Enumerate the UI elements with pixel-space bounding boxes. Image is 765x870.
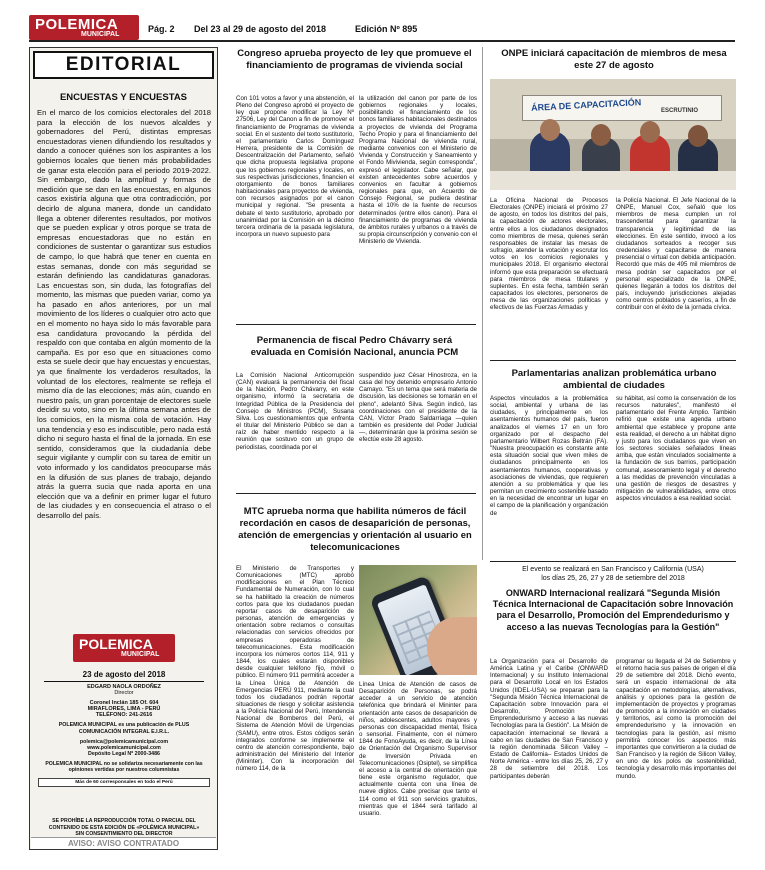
- hand: [427, 617, 477, 675]
- page-number: Pág. 2: [148, 24, 175, 34]
- table-front: [490, 171, 736, 190]
- header-logo: [29, 15, 139, 40]
- issue-dates: Del 23 al 29 de agosto del 2018: [194, 24, 327, 34]
- ad-notice: AVISO: AVISO CONTRATADO: [31, 837, 216, 849]
- masthead-logo-sub: MUNICIPAL: [121, 651, 160, 658]
- edition-number: Edición Nº 895: [355, 24, 418, 34]
- photo-sign-text-2: ESCRUTINIO: [661, 108, 699, 114]
- fiscal-headline: Permanencia de fiscal Pedro Chávarry será evaluada en Comisión Nacional, anuncia PCM: [250, 335, 459, 358]
- parlamentarias-col-2: su hábitat, así como la conservación de los recursos naturales", manifestó el parlamentario del Frente Amplio. También refirió que existe una agenda urbano ambiental que establece y propone ante esta realidad, el derecho a un hábitat digno y justo para los ciudadanos que viven en los sectores sociales señalados líneas arriba, que están vinculados socialmente a la fundación de sus barrios, participación comunal, asesoramiento legal y el derecho a las medidas de prevención vinculadas a una gestión de riesgos de desastres y mitigación de vulnerabilidades, entre otros aspectos vinculados a esa realidad social.: [616, 395, 736, 503]
- onpe-col-1: La Oficina Nacional de Procesos Electorales (ONPE) iniciará el próximo 27 de agosto, en todos los distritos del país, la capacitación de actores electorales, entre ellos a los ciudadanos designados como miembros de mesa, quienes serán responsables de instalar las mesas de sufragio, atender la votación y escrutar los votos en los comicios regionales y municipales 2018. El organismo electoral informó que esta preparación se efectuará para miembros de mesa titulares y suplentes. En esta fecha, también serán capacitados los electores, personeros de mesa de las organizaciones políticas y efectivos de las Fuerzas Armadas y: [490, 197, 608, 312]
- address-line-1: Coronel Inclán 185 Of. 604: [89, 700, 159, 706]
- editorial-banner-text: EDITORIAL: [65, 54, 182, 75]
- director-name: EDGARD NAOLA ORDOÑEZ: [87, 684, 161, 690]
- parlamentarias-headline: Parlamentarias analizan problemática urbano ambiental de ciudades: [511, 368, 717, 391]
- fiscal-col-1: La Comisión Nacional Anticorrupción (CAN) evaluará la permanencia del fiscal de la Nación, Pedro Chávarry, en este organismo, informó la secretaria de Integridad Pública de la Presidencia del Consejo de Ministros (PCM), Susana Silva. Los cuestionamientos que enfrenta el titular del Ministerio Público se dan a raíz de haber mentido respecto a la reunión que sostuvo con un grupo de periodistas, coordinada por el: [236, 372, 354, 451]
- parlamentarias-col-1: Aspectos vinculados a la problemática social, ambiental y urbana de las ciudades, y principalmente en los asentamientos humanos del país, fueron analizados el viernes 17 en un foro organizado por el despacho del parlamentario Wilbert Rozas Beltrán (FA). "Nuestra preocupación es constante ante esta situación social que viven miles de ciudadanos principalmente en los asentamientos humanos, cooperativas y asociaciones de viviendas, que requieren atención a su problemática y que les permitan un crecimiento sostenible basado en la necesidad de encontrar un lugar en el campo de la planificación y organización de: [490, 395, 608, 517]
- editorial-title: ENCUESTAS Y ENCUESTAS: [59, 92, 188, 103]
- person-4-head: [688, 125, 708, 147]
- onward-kicker-1: El evento se realizará en San Francisco y California (USA): [522, 566, 704, 573]
- header-rule: [29, 40, 735, 42]
- editorial-banner: [33, 51, 214, 79]
- masthead-rule: [44, 681, 204, 682]
- column-separator: [482, 47, 483, 560]
- editorial-body: En el marco de los comicios electorales del 2018 para la elección de los nuevos alcaldes y gobernadores del Perú, distintas empresas encuestadoras vienen difundiendo los resultados y dando a conocer quiénes son los aspirantes a los gobiernos locales que tienen más probabilidades de ganar esta elección para el periodo 2019-2022. Sin embargo, dado la amplitud y formas de medición que se dan en las encuestas, en algunos casos existiría alguna que otra contradicción, por decirlo de alguna manera, donde un candidato llega a obtener diferentes resultados, por motivos que se pueden explicar y otros porque se trata de empresas encuestadoras que no están en condiciones de sustentar o garantizar sus estudios de campo, lo que habrá que tener en cuenta en estas semanas, donde con más seguridad se estarán definiendo las candidaturas ganadoras. Las encuestas son, sin duda, las fotografías del momento, las mismas que pueden variar, como ya ha pasado en años anteriores, por un mal movimiento de los líderes o cualquier otro acto que en el momento no haya sido lo más favorable para esa candidatura provocando la pérdida del respaldo con que contaba en algún momento de la campaña. Es por eso que en situaciones como esta se suele decir que hay encuestas y encuestas, ya que finalmente los verdaderos resultados, la voluntad de los electores, realmente se refleja el mismo día de las elecciones; más aún, cuando en nuestro país, un gran porcentaje de electores suele decidir su voto, sino en la última semana antes de los comicios, en la misma cola de votación. Hay una tendencia y eso es indiscutible, pero nada está dicho ni seguro hasta el final de la jornada. En ese sentido, consideramos que la ciudadanía debe seguir vigilante y cumplir con su tarea de emitir un voto informado y los candidatos preocuparse más en la difusión de sus planes de trabajo, dejando atrás la guerra sucia que nada aporta en una elección que va a definir en primer lugar el futuro de las ciudades y en consecuencia el atraso o el desarrollo del país.: [37, 108, 211, 520]
- masthead-date: 23 de agosto del 2018: [82, 670, 166, 679]
- mtc-headline: MTC aprueba norma que habilita números de fácil recordación en casos de desaparición de personas, atención de emergencias y orientación al usuario en telecomunicaciones: [238, 505, 472, 552]
- divider-fiscal: [236, 493, 476, 494]
- photo-sign-text: ÁREA DE CAPACITACIÓN: [530, 97, 642, 113]
- onpe-col-2: la Policía Nacional. El Jefe Nacional de la ONPE, Manuel Cox, señaló que los miembros de mesa cumplen un rol trascendental para garantizar la transparencia y legitimidad de las elecciones. En este sentido, invocó a los ciudadanos sorteados a recoger sus credenciales y capacitarse de manera presencial o virtual con debida anticipación. Recordó que más de 495 mil miembros de mesa podrán ser capacitados por el personal especializado de la ONPE, quienes llegarán a todos los distritos del país, incluyendo jurisdicciones alejadas como centros poblados y caseríos, a fin de contribuir con el éxito de la jornada cívica.: [616, 197, 736, 312]
- phone: TELÉFONO: 241-2616: [95, 712, 153, 718]
- onward-col-1: La Organización para el Desarrollo de América Latina y el Caribe (ONWARD Internacional) y su Instituto Internacional para el Desarrollo Local en los Estados Unidos (IIDEL-USA) se preparan para la "Segunda Misión Técnica Internacional de Capacitación sobre Innovación para el Desarrollo, Promoción del Emprendedurismo y acceso a las nuevas Tecnologías para la Gestión". La Misión de capacitación internacional se llevará a cabo en las ciudades de San Francisco y la región denominada Silicon Valley – Estado de California– Estados Unidos de Norte América - entre los días 25, 26, 27 y 28 de setiembre del 2018. Los participantes deberán: [490, 658, 608, 780]
- person-2-head: [591, 124, 611, 146]
- congreso-headline: Congreso aprueba proyecto de ley que promueve el financiamiento de programas de vivienda social: [237, 48, 472, 71]
- phone-photo: [359, 565, 477, 675]
- address-line-2: MIRAFLORES, LIMA - PERÚ: [87, 706, 161, 712]
- publisher: POLEMICA MUNICIPAL es una publicación de PLUS COMUNICACIÓN INTEGRAL E.I.R.L.: [58, 722, 190, 735]
- divider-congreso: [236, 324, 476, 325]
- masthead-logo: [73, 634, 175, 662]
- web-link[interactable]: www.polemicamunicipal.com: [87, 745, 161, 751]
- reproduction-notice: SE PROHÍBE LA REPRODUCCIÓN TOTAL O PARCIAL DEL CONTENIDO DE ESTA EDICIÓN DE «POLÉMICA MUNICIPAL» SIN CONSENTIMIENTO DEL DIRECTOR: [48, 818, 200, 838]
- mtc-col-2: Línea Única de Atención de casos de Desaparición de Personas, se podrá acceder a un servicio de atención telefónica que brindará el Mininter para orientación ante casos de desaparición de niños, adolescentes, adultos mayores y personas con discapacidad mental, física o sensorial. Finalmente, con el número 1844 de FonoAyuda, es decir, de la Línea de Orientación del Organismo Supervisor de Inversión Privada en Telecomunicaciones (Osiptel), se simplifica el acceso a la central de orientación que tiene este organismo regulador, que actualmente cuenta con una línea de nueve dígitos. Cabe precisar que tanto el 114 como el 911 son servicios gratuitos, mientras que el 1844 será tarifado al usuario.: [359, 681, 477, 817]
- mtc-col-1: El Ministerio de Transportes y Comunicaciones (MTC) aprobó modificaciones en el Plan Técnico Fundamental de Numeración, con lo cual se ha habilitado la creación de números cortos para que los ciudadanos puedan reportar casos de desaparición de personas, atención de emergencias y orientación sobre reclamos o consultas relacionadas con servicios ofrecidos por empresas operadoras de telecomunicaciones. Esta modificación incorpora los números cortos 114, 911 y 1844, los cuales estarán disponibles desde cualquier teléfono fijo, móvil o público. El número 911 permitirá acceder a la Línea Única de Atención de Emergencias PERÚ 911, mediante la cual todos los ciudadanos podrán reportar situaciones de riesgo y solicitar asistencia a la Policía Nacional del Perú, Intendencia Nacional de Bomberos del Perú, el Sistema de Atención Móvil de Urgencias (SAMU), entre otros. Estos códigos serán integrados conforme se implemente el centro de atención correspondiente, bajo administración del Ministerio del Interior (Mininter). Con la incorporación del número 114, de la: [236, 565, 354, 773]
- divider-parlamentarias: [490, 561, 736, 562]
- onpe-photo: [490, 79, 736, 190]
- masthead-logo-text: POLEMICA: [79, 636, 153, 652]
- email[interactable]: polemica@polemicamunicipal.com: [79, 739, 169, 745]
- onward-kicker-2: los días 25, 26, 27 y 28 de setiembre del 2018: [541, 575, 685, 582]
- header-logo-text: POLEMICA: [35, 16, 119, 33]
- person-1-head: [540, 119, 560, 141]
- editorial-column: [29, 47, 218, 850]
- onward-col-2: programar su llegada el 24 de Setiembre y el retorno hacia sus países de origen el día 29 de setiembre del 2018. Dicho evento, será un espacio internacional de alta capacitación en metodologías, alternativas, análisis y opciones para la gestión de implementación de proyectos y programas de promoción a la innovación en ciudades y territorios, así como la promoción del emprendedurismo y la innovación en tecnologías para la gestión, así mismo permitirá conocer los aspectos más importantes que convirtieron a la ciudad de San Francisco y la región de Silicon Valley, en uno de los polos de sostenibilidad, tecnología y desarrollo más importantes del mundo.: [616, 658, 736, 780]
- onpe-headline: ONPE iniciará capacitación de miembros de mesa este 27 de agosto: [501, 48, 727, 71]
- header-logo-sub: MUNICIPAL: [81, 31, 120, 38]
- person-3-head: [640, 121, 660, 143]
- divider-onpe: [490, 360, 736, 361]
- masthead-disclaimer: POLEMICA MUNICIPAL no se solidariza necesariamente con las opiniones vertidas por nuestros columnistas: [45, 761, 203, 774]
- masthead-box: [38, 634, 210, 814]
- photo-sign-board: [522, 95, 722, 121]
- fiscal-col-2: suspendido juez César Hinostroza, en la casa del hoy detenido empresario Antonio Camayo. "Es un tema que será materia de discusión, las decisiones se tomarán en el pleno", adelantó Silva. Según indicó, las coordinaciones con el presidente de la CAN, Víctor Prado Saldarriaga —quien también es presidente del Poder Judicial—, determinarán que la próxima sesión se efectúe este 28 agosto.: [359, 372, 477, 444]
- correspondents-note: Más de 60 corresponsales en todo el Perú: [38, 778, 210, 787]
- onward-headline: ONWARD Internacional realizará "Segunda Misión Técnica Internacional de Capacitación sobre Innovación para el Desarrollo, Promoción del Emprendedurismo y acceso a las nuevas Tecnologías para la Gestión": [492, 588, 734, 632]
- congreso-col-2: la utilización del canon por parte de los gobiernos regionales y locales, posibilitando el financiamiento de los bonos familiares habitacionales destinados a proyectos de vivienda del Programa Techo Propio y para el financiamiento del Programa Nacional de vivienda rural, mediante convenios con el Ministerio de Vivienda y Construcción y Saneamiento y el Fondo Mivivienda, según corresponda", expresó el legislador. Cabe señalar, que existen antecedentes sobre acuerdos y convenios en facultar a gobiernos regionales para que, en Acuerdo de Consejo Regional, se pudiera destinar hasta el 10% de la fuente de recursos determinados (entre ellos canon). Para el financiamiento de programas de vivienda de ámbitos rurales y urbanos o a través de su propia circunscripción y convenio con el Ministerio de Vivienda.: [359, 95, 477, 246]
- legal-deposit: Depósito Legal Nº 2000-3486: [88, 751, 160, 757]
- congreso-col-1: Con 101 votos a favor y una abstención, el Pleno del Congreso aprobó el proyecto de ley que propone modificar la Ley Nº 27506, Ley del Canon a fin de promover el financiamiento de Programas de vivienda social. En el sustento del texto sustitutorio, el parlamentario Carlos Domínguez Herrera, presidente de la Comisión de Descentralización del Parlamento, señaló que dicha propuesta legislativa propone que los gobiernos regionales y locales, en sus respectivas jurisdicciones, financien el otorgamiento de bonos familiares habitacionales para proyectos de vivienda, con recursos asignados por el canon municipal y regional. "Se presenta a debate el texto sustitutorio, aprobado por unanimidad por la Comisión en la décimo tercera ordinaria de la pasada legislatura, incorpora un nuevo supuesto para: [236, 95, 354, 238]
- director-role: Director: [114, 690, 134, 696]
